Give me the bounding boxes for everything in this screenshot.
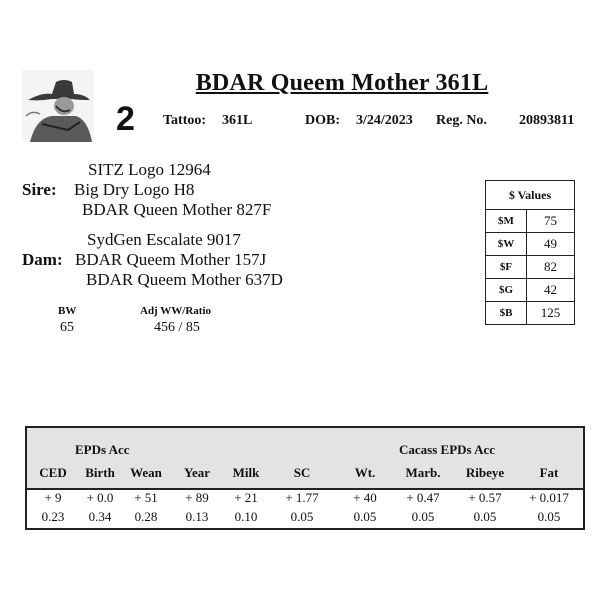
epd-column-header: Birth	[85, 465, 115, 480]
dollar-value-row	[486, 210, 575, 233]
epd-column-header: Fat	[539, 465, 559, 480]
dollar-value-key: $G	[486, 279, 527, 302]
dam-name: BDAR Queem Mother 157J	[75, 250, 267, 269]
epd-accuracy: 0.05	[290, 509, 314, 524]
dob-label: DOB:	[305, 113, 340, 128]
dollar-value-key: $B	[486, 302, 527, 325]
epd-column-header: Ribeye	[465, 465, 505, 480]
sire-name: Big Dry Logo H8	[74, 180, 195, 199]
bw-label: BW	[58, 305, 77, 317]
epd-accuracy: 0.28	[134, 509, 158, 524]
dob-value: 3/24/2023	[356, 113, 413, 128]
epd-value: + 0.57	[468, 490, 502, 505]
epd-value: + 21	[234, 490, 258, 505]
dollar-value-key: $M	[486, 210, 527, 233]
ranch-logo-image	[22, 70, 94, 142]
tattoo-value: 361L	[222, 113, 253, 128]
dollar-value-row	[486, 233, 575, 256]
epd-column-header: Milk	[232, 465, 260, 480]
bw-value: 65	[60, 320, 74, 335]
epd-value: + 40	[353, 490, 377, 505]
epd-column-header: Year	[184, 465, 210, 480]
epd-column-header: Wt.	[354, 465, 376, 480]
dam-label: Dam:	[22, 250, 63, 269]
dam-sire: SydGen Escalate 9017	[87, 230, 241, 249]
epd-value: + 89	[185, 490, 209, 505]
dollar-value-number: 42	[527, 279, 575, 302]
epd-value: + 1.77	[285, 490, 319, 505]
epd-accuracy: 0.13	[185, 509, 209, 524]
epd-value: + 51	[134, 490, 158, 505]
epd-accuracy: 0.05	[537, 509, 561, 524]
reg-no-value: 20893811	[519, 113, 575, 128]
dollar-value-row	[486, 302, 575, 325]
epd-accuracy: 0.34	[88, 509, 112, 524]
epd-column-header: SC	[293, 465, 311, 480]
sire-label: Sire:	[22, 180, 57, 199]
epd-column-header: Wean	[130, 465, 162, 480]
dollar-value-key: $F	[486, 256, 527, 279]
epd-accuracy: 0.05	[353, 509, 377, 524]
sire-sire: SITZ Logo 12964	[88, 160, 211, 179]
epd-value: + 9	[44, 490, 62, 505]
epd-accuracy: 0.10	[234, 509, 258, 524]
epd-value: + 0.47	[406, 490, 440, 505]
dollar-value-row	[486, 279, 575, 302]
dollar-value-key: $W	[486, 233, 527, 256]
dollar-values-table	[485, 180, 575, 325]
lot-number: 2	[116, 100, 135, 138]
carcass-epd-group-label: Cacass EPDs Acc	[399, 442, 496, 457]
tattoo-label: Tattoo:	[163, 113, 207, 128]
reg-no-label: Reg. No.	[436, 113, 487, 128]
adj-ww-value: 456 / 85	[154, 320, 200, 335]
epd-accuracy: 0.05	[473, 509, 497, 524]
adj-ww-label: Adj WW/Ratio	[140, 305, 211, 317]
dollar-value-row	[486, 256, 575, 279]
epd-value: + 0.017	[529, 490, 569, 505]
dollar-value-number: 49	[527, 233, 575, 256]
dollar-value-number: 75	[527, 210, 575, 233]
dollar-value-number: 125	[527, 302, 575, 325]
dollar-values-title: $ Values	[486, 181, 575, 210]
sire-dam: BDAR Queen Mother 827F	[82, 200, 272, 219]
epd-column-header: CED	[39, 465, 67, 480]
epd-table	[25, 426, 585, 530]
epd-accuracy: 0.05	[411, 509, 435, 524]
epd-group-label: EPDs Acc	[75, 442, 130, 457]
dam-dam: BDAR Queem Mother 637D	[86, 270, 283, 289]
epd-column-header: Marb.	[405, 465, 441, 480]
epd-accuracy: 0.23	[41, 509, 65, 524]
dollar-value-number: 82	[527, 256, 575, 279]
animal-name-title: BDAR Queem Mother 361L	[195, 70, 489, 96]
epd-value: + 0.0	[86, 490, 114, 505]
